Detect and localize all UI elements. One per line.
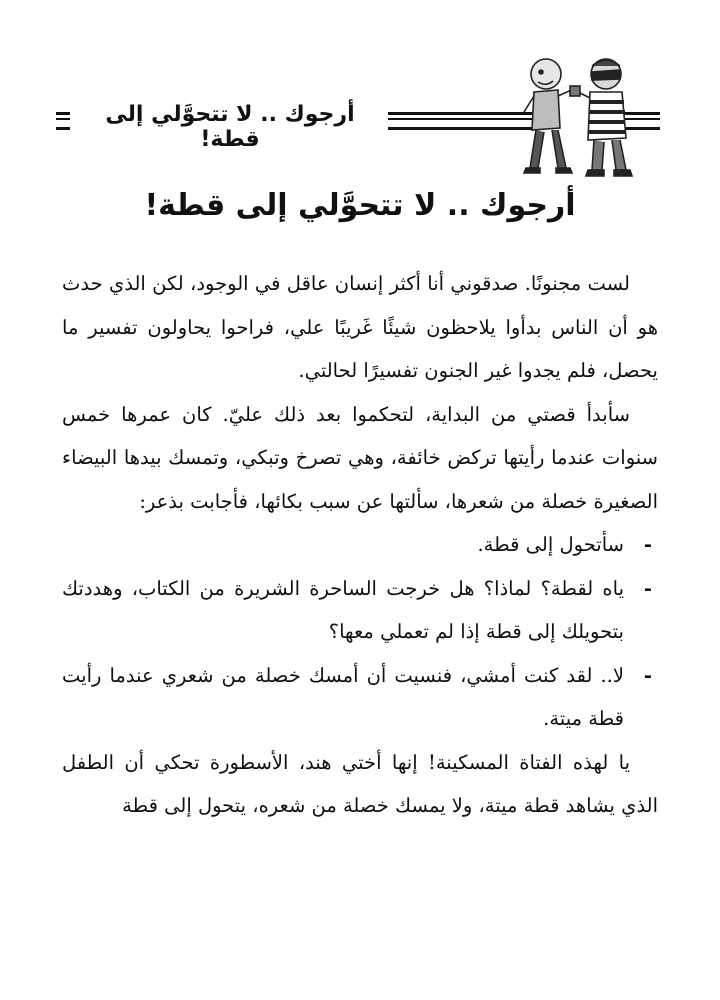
header-rule-middle <box>388 112 532 130</box>
thief-figure <box>570 59 632 176</box>
boy-figure <box>524 59 576 173</box>
story-title: أرجوك .. لا تتحوَّلي إلى قطة! <box>144 188 576 223</box>
cartoon-illustration <box>518 52 634 182</box>
dialogue-line: - ياه لقطة؟ لماذا؟ هل خرجت الساحرة الشريرة من الكتاب، وهددتك بتحويلك إلى قطة إذا لم تعملي معها؟ <box>62 567 658 654</box>
header-title: أرجوك .. لا تتحوَّلي إلى قطة! <box>105 102 355 152</box>
dialogue-list <box>62 523 658 741</box>
paragraph: سأبدأ قصتي من البداية، لتحكموا بعد ذلك عليّ. كان عمرها خمس سنوات عندما رأيتها تركض خائفة، وهي تصرخ وتبكي، وتمسك بيدها البيضاء الصغيرة خصلة من شعرها، سألتها عن سبب بكائها، فأجابت بذعر: <box>62 402 658 513</box>
chapter-header <box>56 52 660 182</box>
dialogue-line: - سأتحول إلى قطة. <box>62 523 658 567</box>
header-rule-left <box>56 112 70 130</box>
paragraph: يا لهذه الفتاة المسكينة! إنها أختي هند، الأسطورة تحكي أن الطفل الذي يشاهد قطة ميتة، ولا يمسك خصلة من شعره، يتحول إلى قطة <box>62 750 658 817</box>
paragraph: لست مجنونًا. صدقوني أنا أكثر إنسان عاقل في الوجود، لكن الذي حدث هو أن الناس بدأوا يلاحظون شيئًا غَريبًا علي، فراحوا يحاولون تفسير ما يحصل، فلم يجدوا غير الجنون تفسيرًا لحالتي. <box>62 272 658 382</box>
dialogue-line: - لا.. لقد كنت أمشي، فنسيت أن أمسك خصلة من شعري عندما رأيت قطة ميتة. <box>62 654 658 741</box>
story-body <box>62 262 658 828</box>
